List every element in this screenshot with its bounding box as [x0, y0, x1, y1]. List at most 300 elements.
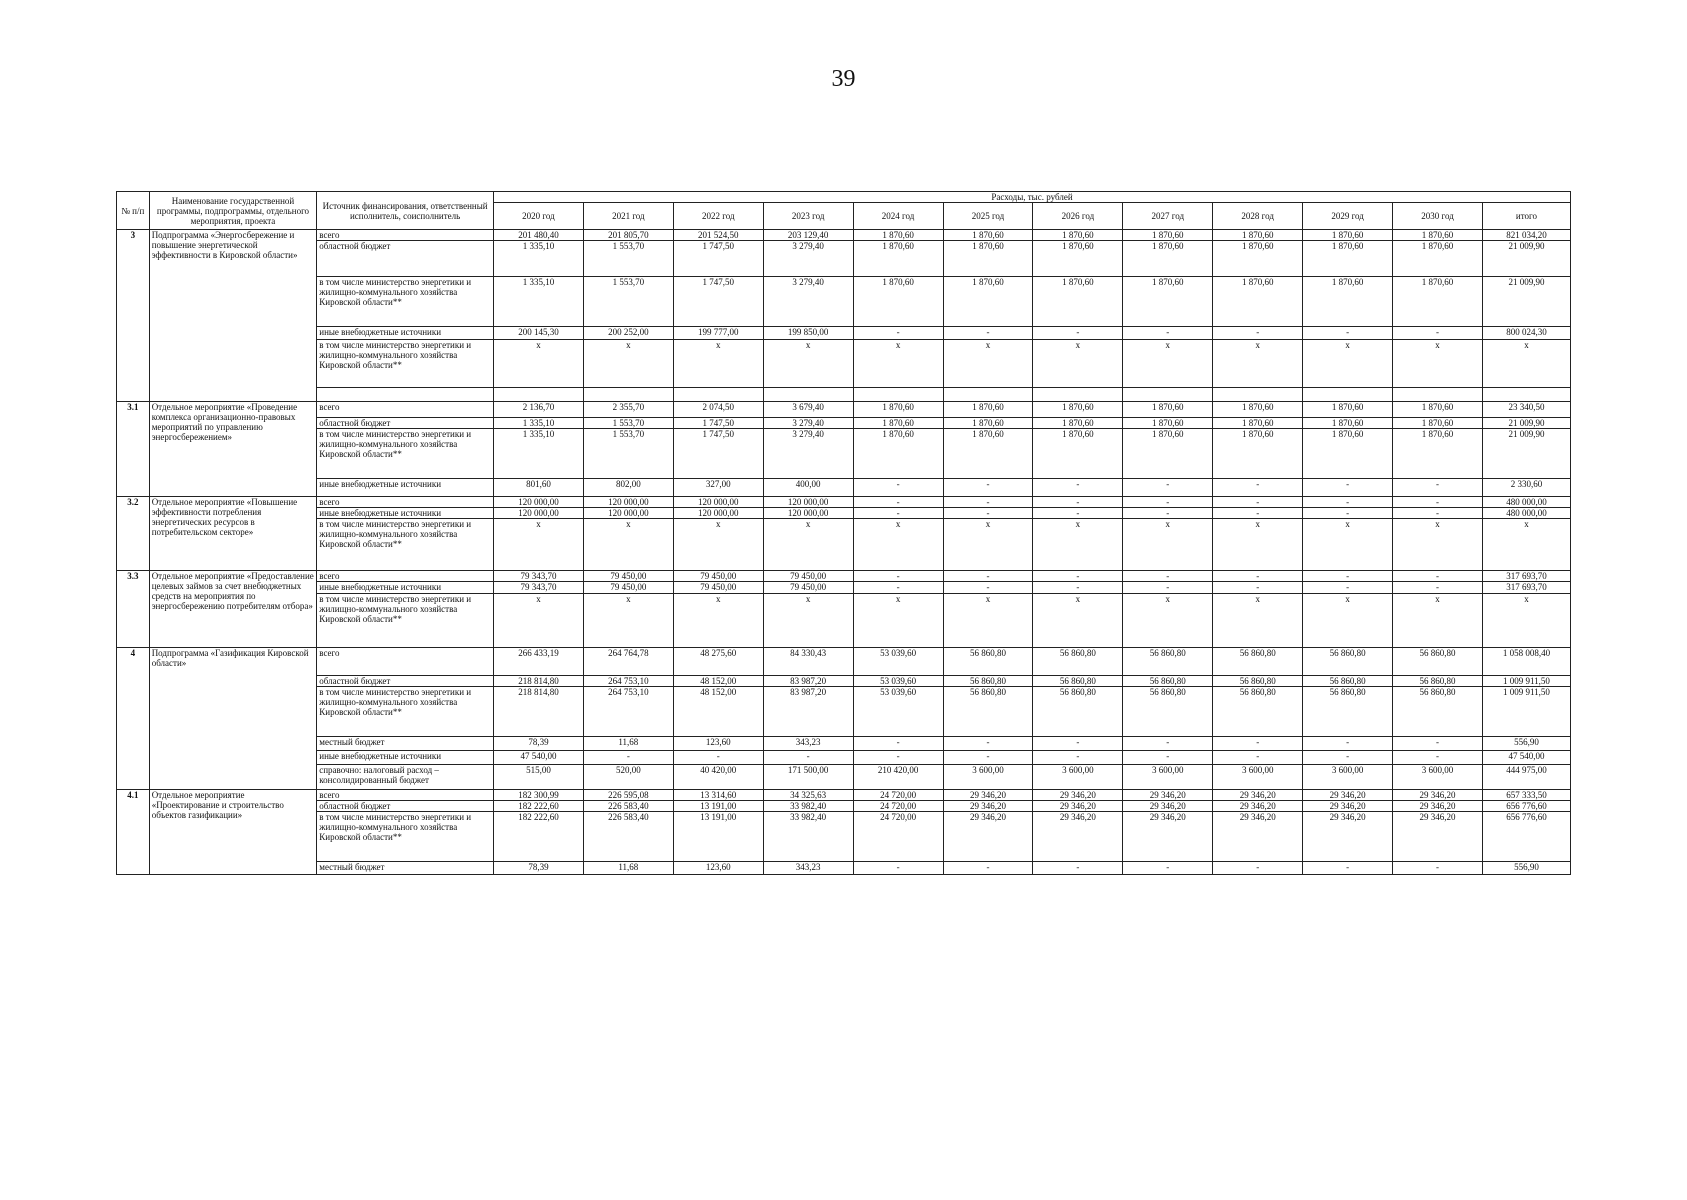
year-value-cell: 1 870,60 [943, 429, 1033, 479]
program-name: Отдельное мероприятие «Проектирование и строительство объектов газификации» [149, 790, 317, 875]
year-value-cell: - [853, 479, 943, 497]
year-value-cell: 1 747,50 [673, 418, 763, 429]
year-value-cell: 56 860,80 [943, 687, 1033, 737]
funding-source: справочно: налоговый расход – консолидированный бюджет [317, 765, 494, 790]
year-value-cell: 1 870,60 [943, 418, 1033, 429]
year-value-cell [1033, 388, 1123, 402]
year-value-cell: 264 753,10 [583, 687, 673, 737]
year-value-cell: 201 480,40 [494, 230, 584, 241]
year-value-cell: 120 000,00 [673, 508, 763, 519]
year-value-cell: 203 129,40 [763, 230, 853, 241]
funding-source: местный бюджет [317, 862, 494, 875]
year-value-cell: 13 191,00 [673, 812, 763, 862]
table-row [117, 388, 1571, 402]
funding-source: всего [317, 648, 494, 676]
year-value-cell: 123,60 [673, 862, 763, 875]
year-value-cell: x [673, 594, 763, 648]
year-value-cell: 29 346,20 [1213, 812, 1303, 862]
year-value-cell: x [763, 594, 853, 648]
funding-source: всего [317, 230, 494, 241]
funding-source: иные внебюджетные источники [317, 508, 494, 519]
year-value-cell: - [1303, 479, 1393, 497]
year-value-cell: 40 420,00 [673, 765, 763, 790]
year-value-cell: 1 870,60 [1303, 418, 1393, 429]
year-value-cell: 120 000,00 [583, 497, 673, 508]
total-cell: 480 000,00 [1482, 497, 1570, 508]
header-name: Наименование государственной программы, подпрограммы, отдельного мероприятия, проекта [149, 192, 317, 230]
year-value-cell: - [1303, 571, 1393, 582]
total-cell: 21 009,90 [1482, 277, 1570, 327]
total-cell: 1 009 911,50 [1482, 687, 1570, 737]
year-value-cell: - [943, 737, 1033, 751]
header-num: № п/п [117, 192, 150, 230]
table-row [117, 402, 1571, 418]
funding-source: иные внебюджетные источники [317, 327, 494, 340]
table-row [117, 571, 1571, 582]
header-year: 2021 год [583, 203, 673, 230]
row-number: 3.3 [117, 571, 150, 648]
year-value-cell: 1 870,60 [1033, 429, 1123, 479]
year-value-cell: 29 346,20 [1123, 812, 1213, 862]
total-cell: 23 340,50 [1482, 402, 1570, 418]
year-value-cell: 1 870,60 [1213, 402, 1303, 418]
year-value-cell: 29 346,20 [1393, 812, 1483, 862]
year-value-cell: 120 000,00 [494, 497, 584, 508]
table-row [117, 241, 1571, 277]
year-value-cell: x [853, 594, 943, 648]
year-value-cell: - [1393, 862, 1483, 875]
program-name: Подпрограмма «Энергосбережение и повышение энергетической эффективности в Кировской области» [149, 230, 317, 402]
year-value-cell: 2 136,70 [494, 402, 584, 418]
year-value-cell: - [1033, 571, 1123, 582]
year-value-cell: 3 600,00 [1393, 765, 1483, 790]
year-value-cell: 226 583,40 [583, 812, 673, 862]
year-value-cell: 79 343,70 [494, 571, 584, 582]
year-value-cell: 123,60 [673, 737, 763, 751]
year-value-cell: - [943, 479, 1033, 497]
year-value-cell: 29 346,20 [1123, 801, 1213, 812]
total-cell: x [1482, 340, 1570, 388]
funding-source: в том числе министерство энергетики и жилищно-коммунального хозяйства Кировской области** [317, 594, 494, 648]
year-value-cell: 1 870,60 [1213, 241, 1303, 277]
total-cell: 317 693,70 [1482, 571, 1570, 582]
year-value-cell: 29 346,20 [943, 790, 1033, 801]
table-row [117, 497, 1571, 508]
year-value-cell: 1 870,60 [1033, 230, 1123, 241]
year-value-cell: 2 074,50 [673, 402, 763, 418]
year-value-cell: - [853, 497, 943, 508]
year-value-cell: x [1213, 340, 1303, 388]
table-row [117, 812, 1571, 862]
year-value-cell: 1 870,60 [853, 277, 943, 327]
row-number: 3.2 [117, 497, 150, 571]
year-value-cell: - [1213, 508, 1303, 519]
total-cell: 21 009,90 [1482, 418, 1570, 429]
year-value-cell: x [763, 519, 853, 571]
year-value-cell: x [1033, 519, 1123, 571]
year-value-cell: - [1393, 327, 1483, 340]
year-value-cell: - [1303, 327, 1393, 340]
table-row [117, 751, 1571, 765]
table-row [117, 277, 1571, 327]
total-cell: 821 034,20 [1482, 230, 1570, 241]
year-value-cell: 1 870,60 [1393, 418, 1483, 429]
year-value-cell: x [673, 340, 763, 388]
year-value-cell: 83 987,20 [763, 687, 853, 737]
year-value-cell: 56 860,80 [1033, 676, 1123, 687]
year-value-cell: 29 346,20 [1033, 812, 1123, 862]
year-value-cell [853, 388, 943, 402]
header-source: Источник финансирования, ответственный исполнитель, соисполнитель [317, 192, 494, 230]
funding-source: местный бюджет [317, 737, 494, 751]
header-year: 2022 год [673, 203, 763, 230]
year-value-cell: - [943, 571, 1033, 582]
year-value-cell: - [1393, 497, 1483, 508]
total-cell: 21 009,90 [1482, 241, 1570, 277]
year-value-cell: 400,00 [763, 479, 853, 497]
year-value-cell: 24 720,00 [853, 801, 943, 812]
year-value-cell: x [1303, 519, 1393, 571]
year-value-cell: - [943, 327, 1033, 340]
year-value-cell: 1 870,60 [1393, 230, 1483, 241]
year-value-cell: - [1303, 497, 1393, 508]
year-value-cell: 515,00 [494, 765, 584, 790]
year-value-cell: 1 870,60 [1123, 277, 1213, 327]
year-value-cell: 3 600,00 [1033, 765, 1123, 790]
year-value-cell: 1 553,70 [583, 418, 673, 429]
year-value-cell: 1 870,60 [1123, 241, 1213, 277]
year-value-cell: x [1393, 519, 1483, 571]
year-value-cell: x [673, 519, 763, 571]
total-cell: x [1482, 594, 1570, 648]
year-value-cell [763, 388, 853, 402]
year-value-cell: 29 346,20 [1033, 790, 1123, 801]
year-value-cell: 3 679,40 [763, 402, 853, 418]
funding-source: областной бюджет [317, 241, 494, 277]
year-value-cell: 56 860,80 [1393, 687, 1483, 737]
year-value-cell: 1 870,60 [1123, 418, 1213, 429]
year-value-cell: 120 000,00 [673, 497, 763, 508]
funding-source: иные внебюджетные источники [317, 751, 494, 765]
row-number: 3 [117, 230, 150, 402]
total-cell: 480 000,00 [1482, 508, 1570, 519]
year-value-cell: 210 420,00 [853, 765, 943, 790]
header-year: 2030 год [1393, 203, 1483, 230]
year-value-cell: - [1393, 582, 1483, 594]
year-value-cell: - [1393, 751, 1483, 765]
year-value-cell: 13 314,60 [673, 790, 763, 801]
year-value-cell: 56 860,80 [1393, 676, 1483, 687]
year-value-cell: 29 346,20 [1303, 812, 1393, 862]
funding-source: иные внебюджетные источники [317, 582, 494, 594]
year-value-cell: 79 450,00 [673, 582, 763, 594]
year-value-cell: 56 860,80 [1033, 687, 1123, 737]
year-value-cell: - [943, 862, 1033, 875]
funding-source: всего [317, 790, 494, 801]
table-row [117, 801, 1571, 812]
year-value-cell: 226 583,40 [583, 801, 673, 812]
year-value-cell: 343,23 [763, 862, 853, 875]
year-value-cell: x [494, 594, 584, 648]
year-value-cell: 200 252,00 [583, 327, 673, 340]
funding-source: областной бюджет [317, 676, 494, 687]
funding-source: в том числе министерство энергетики и жилищно-коммунального хозяйства Кировской области** [317, 429, 494, 479]
year-value-cell: - [853, 571, 943, 582]
year-value-cell: - [853, 508, 943, 519]
program-name: Отдельное мероприятие «Проведение комплекса организационно-правовых мероприятий по управлению энергосбережением» [149, 402, 317, 497]
total-cell: 444 975,00 [1482, 765, 1570, 790]
year-value-cell: 1 870,60 [1213, 277, 1303, 327]
year-value-cell: 1 870,60 [1393, 241, 1483, 277]
year-value-cell: - [1213, 571, 1303, 582]
year-value-cell: x [494, 519, 584, 571]
table-row [117, 582, 1571, 594]
year-value-cell: - [1303, 862, 1393, 875]
year-value-cell: 1 870,60 [1033, 277, 1123, 327]
year-value-cell: 1 870,60 [943, 241, 1033, 277]
year-value-cell: 79 450,00 [583, 582, 673, 594]
year-value-cell: 1 870,60 [853, 241, 943, 277]
year-value-cell: 264 764,78 [583, 648, 673, 676]
year-value-cell: 266 433,19 [494, 648, 584, 676]
year-value-cell: x [1213, 594, 1303, 648]
year-value-cell: - [1303, 508, 1393, 519]
year-value-cell: x [763, 340, 853, 388]
year-value-cell: 1 870,60 [1303, 241, 1393, 277]
year-value-cell: 1 870,60 [853, 418, 943, 429]
funding-source: в том числе министерство энергетики и жилищно-коммунального хозяйства Кировской области** [317, 687, 494, 737]
year-value-cell: 171 500,00 [763, 765, 853, 790]
funding-source: в том числе министерство энергетики и жилищно-коммунального хозяйства Кировской области** [317, 519, 494, 571]
year-value-cell: - [1033, 497, 1123, 508]
year-value-cell: 29 346,20 [1393, 801, 1483, 812]
year-value-cell: 120 000,00 [583, 508, 673, 519]
year-value-cell: 48 275,60 [673, 648, 763, 676]
table-row [117, 340, 1571, 388]
year-value-cell: 33 982,40 [763, 812, 853, 862]
year-value-cell: 56 860,80 [1393, 648, 1483, 676]
year-value-cell: 29 346,20 [1303, 790, 1393, 801]
year-value-cell: 48 152,00 [673, 687, 763, 737]
year-value-cell: - [1123, 508, 1213, 519]
year-value-cell: - [943, 582, 1033, 594]
year-value-cell: 56 860,80 [1123, 648, 1213, 676]
year-value-cell: 56 860,80 [1123, 676, 1213, 687]
total-cell [1482, 388, 1570, 402]
year-value-cell: 56 860,80 [1123, 687, 1213, 737]
total-cell: x [1482, 519, 1570, 571]
budget-table [116, 191, 1571, 875]
year-value-cell: 1 870,60 [1123, 429, 1213, 479]
year-value-cell: 34 325,63 [763, 790, 853, 801]
year-value-cell: x [1123, 340, 1213, 388]
year-value-cell: 3 279,40 [763, 429, 853, 479]
total-cell: 2 330,60 [1482, 479, 1570, 497]
year-value-cell: 1 870,60 [1033, 241, 1123, 277]
year-value-cell [673, 388, 763, 402]
year-value-cell: - [1303, 751, 1393, 765]
year-value-cell: 53 039,60 [853, 676, 943, 687]
year-value-cell: - [1393, 508, 1483, 519]
year-value-cell: 201 524,50 [673, 230, 763, 241]
year-value-cell: 56 860,80 [943, 648, 1033, 676]
year-value-cell: 3 600,00 [943, 765, 1033, 790]
year-value-cell: 218 814,80 [494, 676, 584, 687]
year-value-cell: 29 346,20 [1033, 801, 1123, 812]
year-value-cell: - [1033, 508, 1123, 519]
funding-source: иные внебюджетные источники [317, 479, 494, 497]
year-value-cell: x [943, 519, 1033, 571]
table-row [117, 519, 1571, 571]
year-value-cell: - [853, 751, 943, 765]
year-value-cell: 29 346,20 [943, 801, 1033, 812]
year-value-cell: 3 600,00 [1213, 765, 1303, 790]
year-value-cell: - [853, 862, 943, 875]
year-value-cell: - [1123, 571, 1213, 582]
year-value-cell: - [1393, 737, 1483, 751]
total-cell: 556,90 [1482, 862, 1570, 875]
total-cell: 1 058 008,40 [1482, 648, 1570, 676]
header-expenses: Расходы, тыс. рублей [494, 192, 1571, 203]
year-value-cell: 182 222,60 [494, 812, 584, 862]
funding-source: всего [317, 497, 494, 508]
year-value-cell: x [583, 519, 673, 571]
year-value-cell: x [853, 340, 943, 388]
year-value-cell: 226 595,08 [583, 790, 673, 801]
year-value-cell: 1 870,60 [1213, 230, 1303, 241]
year-value-cell: 1 870,60 [1123, 402, 1213, 418]
year-value-cell: 56 860,80 [1303, 648, 1393, 676]
header-year: итого [1482, 203, 1570, 230]
year-value-cell: 29 346,20 [1303, 801, 1393, 812]
total-cell: 21 009,90 [1482, 429, 1570, 479]
year-value-cell: 1 870,60 [853, 230, 943, 241]
funding-source: в том числе министерство энергетики и жилищно-коммунального хозяйства Кировской области** [317, 277, 494, 327]
year-value-cell: x [1303, 594, 1393, 648]
table-row [117, 648, 1571, 676]
year-value-cell: 79 450,00 [763, 571, 853, 582]
year-value-cell: 1 870,60 [853, 402, 943, 418]
program-name: Подпрограмма «Газификация Кировской области» [149, 648, 317, 790]
year-value-cell: 1 870,60 [853, 429, 943, 479]
year-value-cell: 1 335,10 [494, 429, 584, 479]
table-row [117, 676, 1571, 687]
year-value-cell [1303, 388, 1393, 402]
header-row-top [117, 192, 1571, 203]
header-year: 2026 год [1033, 203, 1123, 230]
year-value-cell: - [1033, 862, 1123, 875]
year-value-cell: x [1123, 594, 1213, 648]
year-value-cell: 343,23 [763, 737, 853, 751]
year-value-cell: 1 870,60 [1393, 402, 1483, 418]
table-row [117, 230, 1571, 241]
year-value-cell: 29 346,20 [1213, 790, 1303, 801]
header-year: 2020 год [494, 203, 584, 230]
year-value-cell: x [1123, 519, 1213, 571]
year-value-cell: 201 805,70 [583, 230, 673, 241]
year-value-cell: - [763, 751, 853, 765]
year-value-cell: 29 346,20 [1123, 790, 1213, 801]
year-value-cell: - [1213, 862, 1303, 875]
year-value-cell: 1 870,60 [1393, 429, 1483, 479]
year-value-cell: - [1393, 479, 1483, 497]
year-value-cell: 1 870,60 [1303, 277, 1393, 327]
year-value-cell: 3 279,40 [763, 241, 853, 277]
year-value-cell: - [1393, 571, 1483, 582]
year-value-cell: - [1213, 479, 1303, 497]
funding-source: всего [317, 402, 494, 418]
year-value-cell: 56 860,80 [1303, 687, 1393, 737]
year-value-cell: - [1033, 327, 1123, 340]
year-value-cell: x [583, 340, 673, 388]
year-value-cell: 1 870,60 [1303, 429, 1393, 479]
funding-source: всего [317, 571, 494, 582]
year-value-cell: 3 600,00 [1123, 765, 1213, 790]
year-value-cell: - [1123, 497, 1213, 508]
year-value-cell: 79 450,00 [673, 571, 763, 582]
year-value-cell: 200 145,30 [494, 327, 584, 340]
year-value-cell: 56 860,80 [1213, 687, 1303, 737]
table-row [117, 687, 1571, 737]
year-value-cell: x [853, 519, 943, 571]
year-value-cell: 29 346,20 [1213, 801, 1303, 812]
year-value-cell: 79 450,00 [763, 582, 853, 594]
year-value-cell: 1 335,10 [494, 241, 584, 277]
year-value-cell: 24 720,00 [853, 790, 943, 801]
year-value-cell: x [1033, 594, 1123, 648]
table-row [117, 737, 1571, 751]
year-value-cell: - [1213, 327, 1303, 340]
year-value-cell: 120 000,00 [763, 497, 853, 508]
year-value-cell: 1 335,10 [494, 277, 584, 327]
year-value-cell: 3 279,40 [763, 418, 853, 429]
total-cell: 800 024,30 [1482, 327, 1570, 340]
total-cell: 656 776,60 [1482, 812, 1570, 862]
funding-source: областной бюджет [317, 418, 494, 429]
header-year: 2024 год [853, 203, 943, 230]
year-value-cell: - [1123, 737, 1213, 751]
year-value-cell: 182 300,99 [494, 790, 584, 801]
year-value-cell: - [943, 508, 1033, 519]
year-value-cell [943, 388, 1033, 402]
year-value-cell [1123, 388, 1213, 402]
year-value-cell: 1 870,60 [1033, 402, 1123, 418]
year-value-cell: 1 553,70 [583, 277, 673, 327]
year-value-cell: 520,00 [583, 765, 673, 790]
funding-source: областной бюджет [317, 801, 494, 812]
header-year: 2027 год [1123, 203, 1213, 230]
year-value-cell: x [943, 340, 1033, 388]
year-value-cell: 3 600,00 [1303, 765, 1393, 790]
table-row [117, 790, 1571, 801]
header-year: 2028 год [1213, 203, 1303, 230]
table-row [117, 508, 1571, 519]
year-value-cell: - [1213, 582, 1303, 594]
year-value-cell [1393, 388, 1483, 402]
year-value-cell: 1 553,70 [583, 241, 673, 277]
year-value-cell: 56 860,80 [943, 676, 1033, 687]
funding-source [317, 388, 494, 402]
table-row [117, 765, 1571, 790]
year-value-cell: - [853, 737, 943, 751]
year-value-cell: - [1123, 862, 1213, 875]
year-value-cell: x [1393, 340, 1483, 388]
year-value-cell: 48 152,00 [673, 676, 763, 687]
table-row [117, 429, 1571, 479]
year-value-cell: - [943, 751, 1033, 765]
total-cell: 556,90 [1482, 737, 1570, 751]
year-value-cell: - [1033, 479, 1123, 497]
